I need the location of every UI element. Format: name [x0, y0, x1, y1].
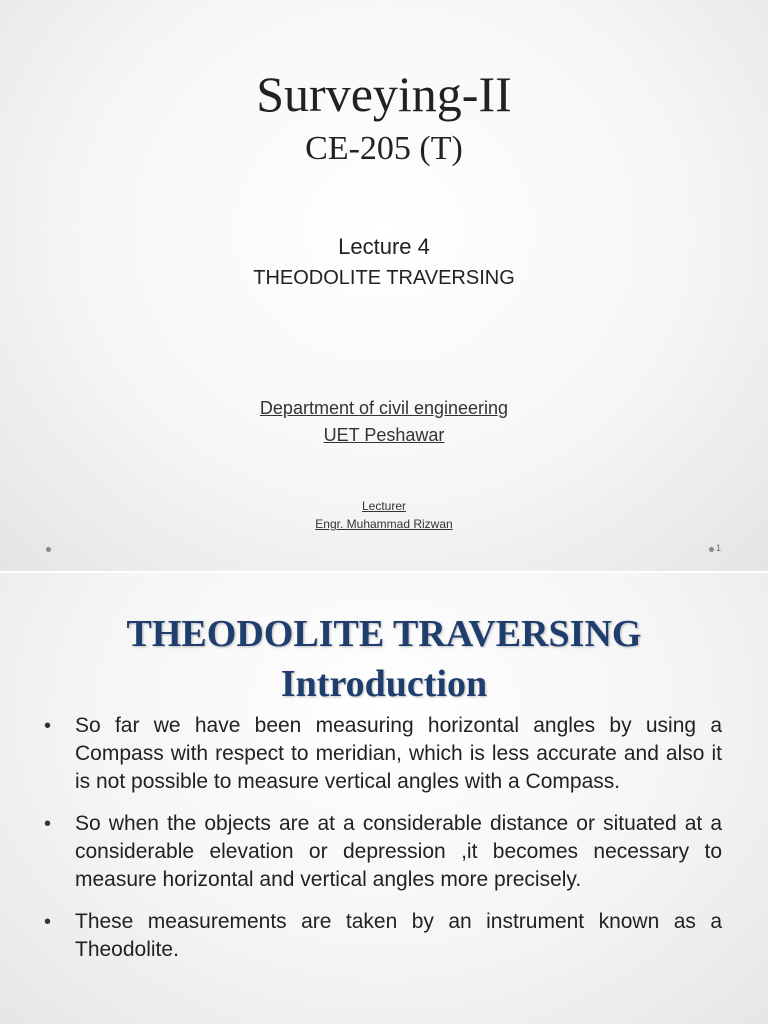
bullet-list	[44, 712, 722, 978]
bullet-text: So when the objects are at a considerable distance or situated at a considerable elevation or depression ,it becomes necessary to measure horizontal and vertical angles more precisely.	[75, 812, 722, 891]
bullet-item	[44, 908, 722, 964]
footer-dot-right	[709, 547, 714, 552]
university-name: UET Peshawar	[323, 425, 445, 445]
department-name: Department of civil engineering	[259, 398, 509, 418]
introduction-slide	[0, 573, 768, 1024]
bullet-text: These measurements are taken by an instrument known as a Theodolite.	[75, 910, 722, 961]
slide-subtitle: Introduction	[280, 663, 488, 705]
course-code: CE-205 (T)	[305, 130, 463, 167]
course-title: Surveying-II	[256, 66, 512, 122]
footer-dot-left	[46, 547, 51, 552]
bullet-item	[44, 810, 722, 894]
lecture-topic: THEODOLITE TRAVERSING	[253, 267, 515, 289]
bullet-dot-icon: •	[44, 715, 52, 737]
bullet-text: So far we have been measuring horizontal angles by using a Compass with respect to meridian, which is less accurate and also it is not possible to measure vertical angles with a Compass.	[75, 714, 722, 793]
lecture-number: Lecture 4	[338, 234, 430, 259]
bullet-dot-icon: •	[44, 813, 52, 835]
bullet-item	[44, 712, 722, 796]
bullet-dot-icon: •	[44, 911, 52, 933]
lecturer-name: Engr. Muhammad Rizwan	[315, 517, 453, 531]
slide-title: THEODOLITE TRAVERSING	[126, 613, 642, 655]
slide-page-number: 1	[716, 543, 722, 553]
lecturer-label: Lecturer	[361, 499, 407, 513]
